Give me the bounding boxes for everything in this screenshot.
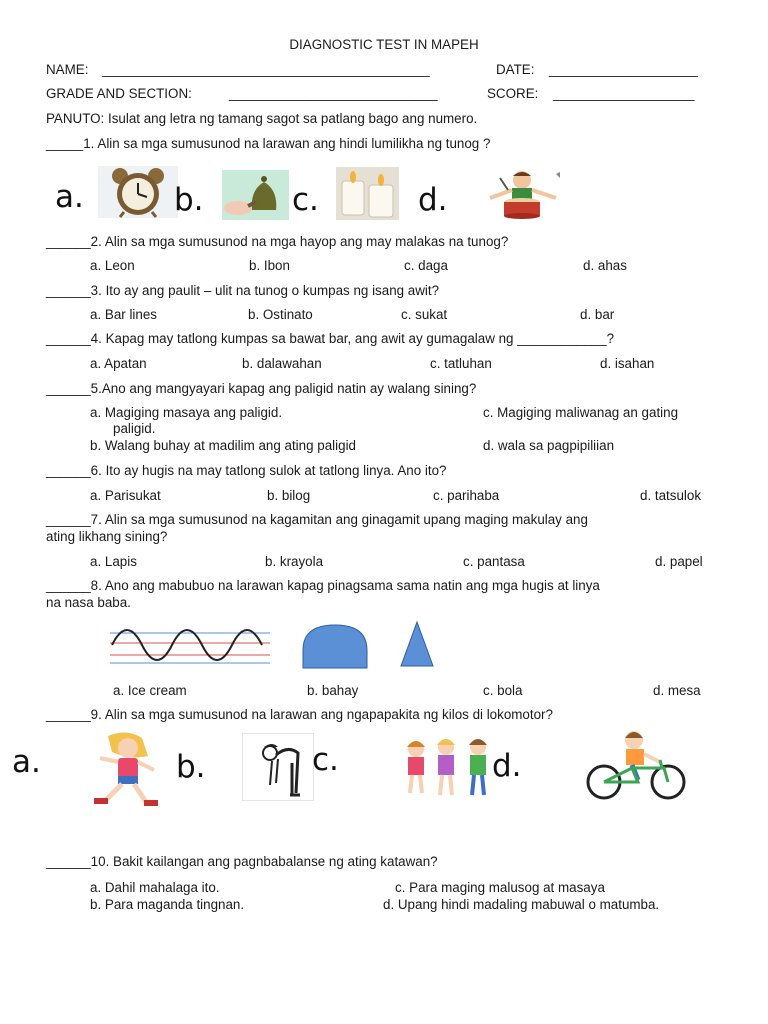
boy-drum-icon bbox=[476, 168, 568, 220]
q6-choice-b: b. bilog bbox=[267, 488, 311, 503]
q3-choice-c: c. sukat bbox=[401, 307, 448, 322]
score-blank: ___________________ bbox=[553, 86, 695, 101]
candles-icon bbox=[336, 167, 399, 220]
question-3: ______3. Ito ay ang paulit – ulit na tunog o kumpas ng isang awit? bbox=[46, 283, 440, 298]
q5-choice-d: d. wala sa pagpipiliian bbox=[483, 438, 615, 453]
grade-label: GRADE AND SECTION: bbox=[46, 86, 192, 101]
score-label: SCORE: bbox=[487, 86, 539, 101]
question-6: ______6. Ito ay hugis na may tatlong sulok at tatlong linya. Ano ito? bbox=[46, 463, 447, 478]
q2-choice-d: d. ahas bbox=[583, 258, 627, 273]
name-label: NAME: bbox=[46, 62, 89, 77]
question-5: ______5.Ano ang mangyayari kapag ang paligid natin ay walang sining? bbox=[46, 381, 477, 396]
q10-choice-c: c. Para maging malusog at masaya bbox=[395, 880, 605, 895]
dome-shape-icon bbox=[302, 624, 368, 669]
question-8-cont: na nasa baba. bbox=[46, 595, 131, 610]
date-label: DATE: bbox=[496, 62, 535, 77]
q10-choice-a: a. Dahil mahalaga ito. bbox=[90, 880, 220, 895]
question-1: _____1. Alin sa mga sumusunod na larawan ang hindi lumilikha ng tunog ? bbox=[46, 136, 491, 151]
q10-choice-d: d. Upang hindi madaling mabuwal o matumba. bbox=[383, 897, 660, 912]
q8-choice-d: d. mesa bbox=[653, 683, 701, 698]
grade-blank: ____________________________ bbox=[229, 86, 438, 101]
q7-choice-a: a. Lapis bbox=[90, 554, 137, 569]
q9-label-b: b. bbox=[176, 749, 206, 785]
q5-choice-a: a. Magiging masaya ang paligid. bbox=[90, 405, 283, 420]
instructions: PANUTO: Isulat ang letra ng tamang sagot sa patlang bago ang numero. bbox=[46, 111, 478, 126]
alarm-clock-icon bbox=[98, 166, 178, 218]
q1-label-a: a. bbox=[55, 179, 84, 215]
question-8: ______8. Ano ang mabubuo na larawan kapag pinagsama sama natin ang mga hugis at linya bbox=[46, 578, 600, 593]
boy-bicycle-icon bbox=[576, 728, 694, 802]
q5-choice-b: b. Walang buhay at madilim ang ating paligid bbox=[90, 438, 356, 453]
q3-choice-d: d. bar bbox=[580, 307, 615, 322]
q1-label-b: b. bbox=[174, 182, 204, 218]
q9-label-c: c. bbox=[312, 742, 339, 778]
question-7-cont: ating likhang sining? bbox=[46, 529, 168, 544]
q9-label-d: d. bbox=[492, 748, 522, 784]
question-9: ______9. Alin sa mga sumusunod na larawan ang ngapapakita ng kilos di lokomotor? bbox=[46, 707, 553, 722]
q5-choice-c: c. Magiging maliwanag an gating bbox=[483, 405, 679, 420]
q8-choice-c: c. bola bbox=[483, 683, 523, 698]
q5-choice-a-cont: paligid. bbox=[113, 421, 156, 436]
q3-choice-b: b. Ostinato bbox=[248, 307, 313, 322]
q2-choice-b: b. Ibon bbox=[249, 258, 290, 273]
q4-choice-c: c. tatluhan bbox=[430, 356, 492, 371]
q1-label-d: d. bbox=[418, 182, 448, 218]
hand-bell-icon bbox=[222, 170, 289, 220]
date-blank: ____________________ bbox=[549, 62, 698, 77]
q6-choice-d: d. tatsulok bbox=[640, 488, 702, 503]
walking-children-icon bbox=[398, 733, 500, 801]
bending-person-icon bbox=[242, 733, 314, 801]
q7-choice-b: b. krayola bbox=[265, 554, 324, 569]
q7-choice-c: c. pantasa bbox=[463, 554, 525, 569]
wavy-line-icon bbox=[110, 625, 270, 667]
q6-choice-a: a. Parisukat bbox=[90, 488, 161, 503]
triangle-shape-icon bbox=[400, 620, 435, 668]
q7-choice-d: d. papel bbox=[655, 554, 703, 569]
q1-label-c: c. bbox=[292, 182, 319, 218]
q10-choice-b: b. Para maganda tingnan. bbox=[90, 897, 245, 912]
question-4: ______4. Kapag may tatlong kumpas sa bawat bar, ang awit ay gumagalaw ng ____________? bbox=[46, 331, 615, 346]
q2-choice-a: a. Leon bbox=[90, 258, 135, 273]
q2-choice-c: c. daga bbox=[404, 258, 448, 273]
q4-choice-b: b. dalawahan bbox=[242, 356, 322, 371]
q8-choice-b: b. bahay bbox=[307, 683, 359, 698]
question-7: ______7. Alin sa mga sumusunod na kagamitan ang ginagamit upang maging makulay ang bbox=[46, 512, 588, 527]
question-2: ______2. Alin sa mga sumusunod na mga hayop ang may malakas na tunog? bbox=[46, 234, 509, 249]
q6-choice-c: c. parihaba bbox=[433, 488, 500, 503]
question-10: ______10. Bakit kailangan ang pagnbabalanse ng ating katawan? bbox=[46, 854, 438, 869]
q8-choice-a: a. Ice cream bbox=[113, 683, 187, 698]
q4-choice-d: d. isahan bbox=[600, 356, 655, 371]
q3-choice-a: a. Bar lines bbox=[90, 307, 157, 322]
running-girl-icon bbox=[86, 730, 172, 808]
q4-choice-a: a. Apatan bbox=[90, 356, 147, 371]
q9-label-a: a. bbox=[12, 744, 41, 780]
name-blank: ____________________________________________ bbox=[102, 62, 430, 77]
page-title: DIAGNOSTIC TEST IN MAPEH bbox=[289, 37, 479, 52]
